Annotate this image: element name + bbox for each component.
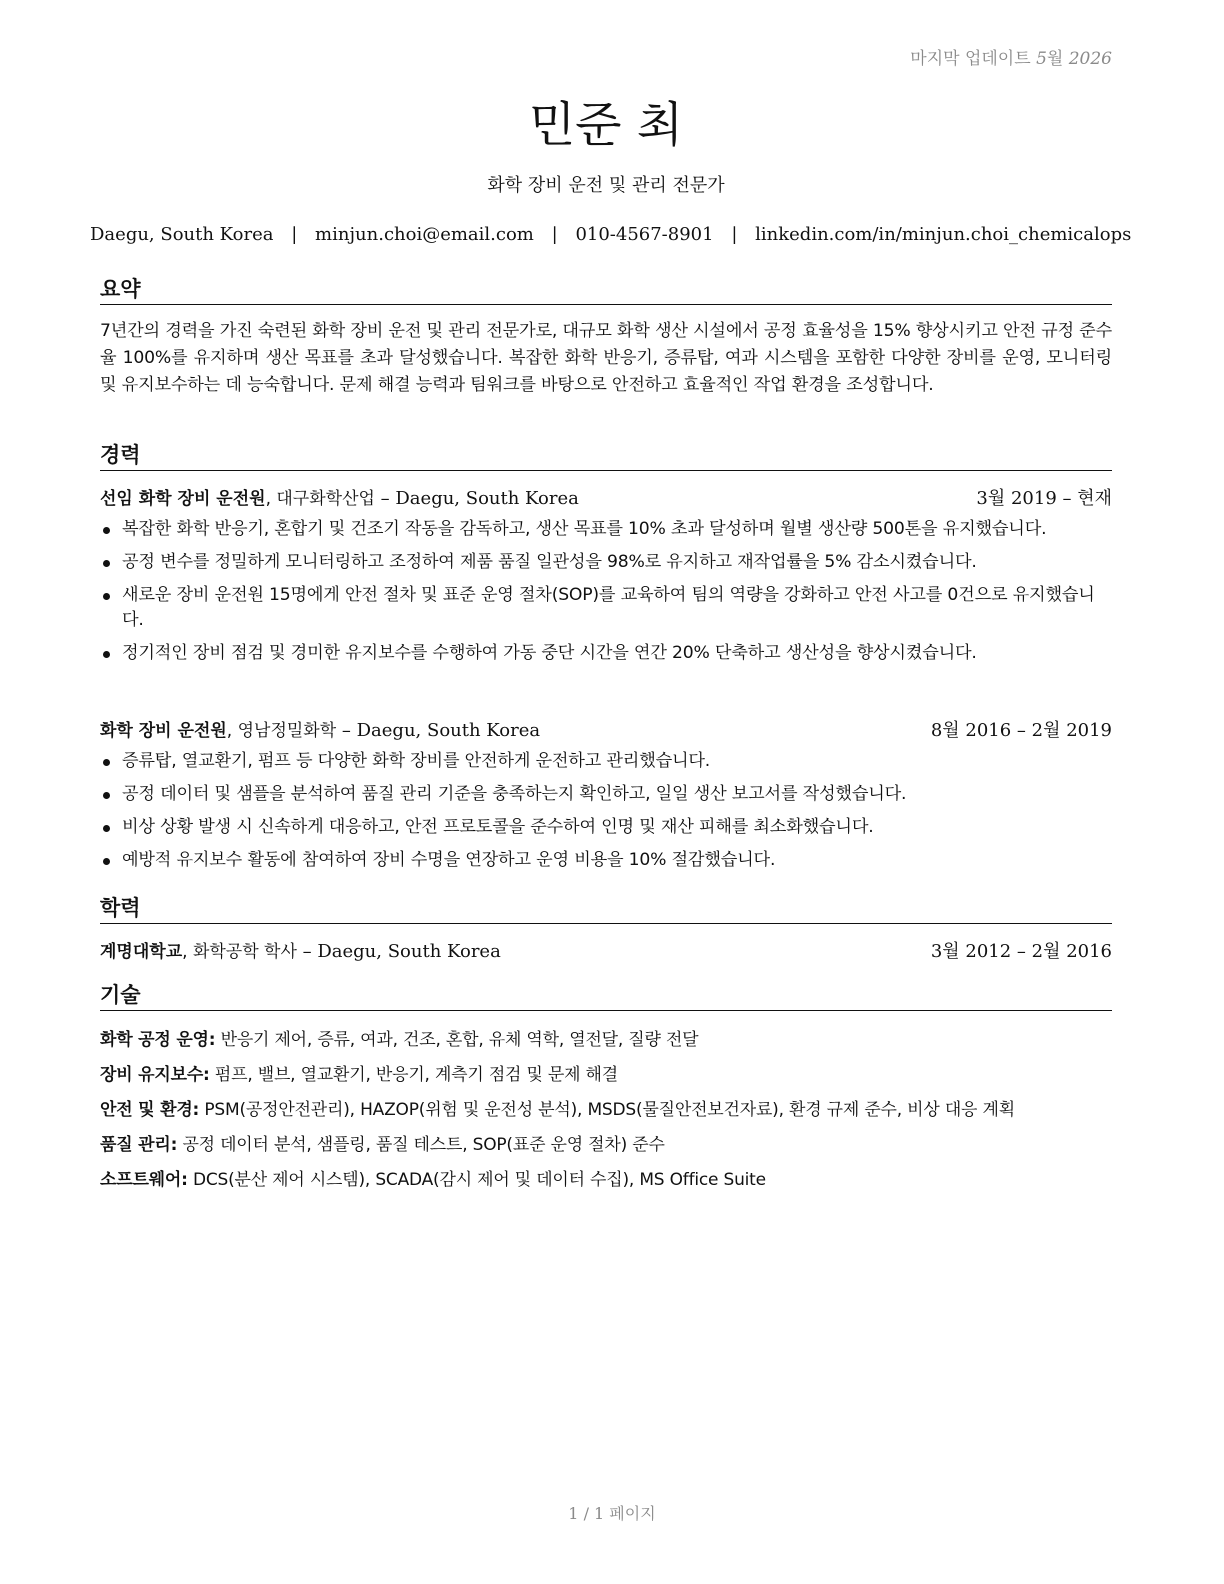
skill-row [100,1128,1112,1163]
section-title-experience: 경력 [100,442,1112,471]
skill-row [100,1058,1112,1093]
list-item: 공정 데이터 및 샘플을 분석하여 품질 관리 기준을 충족하는지 확인하고, 일일 생산 보고서를 작성했습니다. [100,782,1112,807]
skill-label: 화학 공정 운영: [100,1030,216,1050]
section-title-skills: 기술 [100,982,1112,1011]
education-school: 계명대학교 [100,942,183,962]
skill-label: 장비 유지보수: [100,1065,210,1085]
job-company: 영남정밀화학 [237,721,337,741]
job-subtitle: 화학 장비 운전 및 관리 전문가 [487,175,725,196]
page-footer: 1 / 1 페이지 [568,1504,656,1523]
skills-list [100,1023,1112,1198]
list-item: 비상 상황 발생 시 신속하게 대응하고, 안전 프로토콜을 준수하여 인명 및 재산 피해를 최소화했습니다. [100,815,1112,840]
job-title: 화학 장비 운전원 [100,721,227,741]
last-updated-year: 2026 [1068,49,1112,69]
contact-location: Daegu, South Korea [90,224,274,245]
job-date: 8월 2016 – 2월 2019 [930,720,1112,741]
skill-row [100,1093,1112,1128]
skill-row [100,1163,1112,1198]
job-header: 화학 장비 운전원, 영남정밀화학 – Daegu, South Korea 8월 2016 – 2월 2019 [100,718,1112,744]
skill-value: 공정 데이터 분석, 샘플링, 품질 테스트, SOP(표준 운영 절차) 준수 [182,1135,665,1155]
job-location: – Daegu, South Korea [380,488,579,509]
skill-value: PSM(공정안전관리), HAZOP(위험 및 운전성 분석), MSDS(물질안전보건자료), 환경 규제 준수, 비상 대응 계획 [204,1100,1015,1120]
contact-email[interactable]: minjun.choi@email.com [315,224,534,245]
last-updated-month-unit: 월 [1046,49,1064,69]
section-title-summary: 요약 [100,276,1112,305]
job-bullets [100,749,1112,881]
resume-page [90,0,1132,1584]
list-item: 복잡한 화학 반응기, 혼합기 및 건조기 작동을 감독하고, 생산 목표를 10% 초과 달성하며 월별 생산량 500톤을 유지했습니다. [100,517,1112,542]
skill-value: DCS(분산 제어 시스템), SCADA(감시 제어 및 데이터 수집), MS Office Suite [192,1170,766,1190]
skill-value: 반응기 제어, 증류, 여과, 건조, 혼합, 유체 역학, 열전달, 질량 전달 [220,1030,699,1050]
contact-line [90,224,1132,245]
job-bullets [100,517,1112,674]
last-updated-month: 5 [1036,49,1047,69]
skill-label: 품질 관리: [100,1135,178,1155]
contact-separator: | [731,224,738,245]
person-name: 민준 최 [528,97,684,153]
section-title-education: 학력 [100,895,1112,924]
last-updated [910,44,1112,69]
list-item: 증류탑, 열교환기, 펌프 등 다양한 화학 장비를 안전하게 운전하고 관리했습니다. [100,749,1112,774]
skill-label: 소프트웨어: [100,1170,188,1190]
list-item: 새로운 장비 운전원 15명에게 안전 절차 및 표준 운영 절차(SOP)를 교육하여 팀의 역량을 강화하고 안전 사고를 0건으로 유지했습니다. [100,583,1112,633]
last-updated-label: 마지막 업데이트 [910,49,1031,69]
contact-separator: | [291,224,298,245]
job-header: 선임 화학 장비 운전원, 대구화학산업 – Daegu, South Korea 3월 2019 – 현재 [100,486,1112,512]
job-date: 3월 2019 – 현재 [976,488,1112,509]
summary-text: 7년간의 경력을 가진 숙련된 화학 장비 운전 및 관리 전문가로, 대규모 화학 생산 시설에서 공정 효율성을 15% 향상시키고 안전 규정 준수율 100%를 유지하며 생산 목표를 초과 달성했습니다. 복잡한 화학 반응기, 증류탑, 여과 시스템을 포함한 다양한 장비를 운영, 모니터링 및 유지보수하는 데 능숙합니다. 문제 해결 능력과 팀워크를 바탕으로 안전하고 효율적인 작업 환경을 조성합니다. [100,321,1112,395]
contact-separator: | [551,224,558,245]
education-degree: 화학공학 학사 [192,942,297,962]
contact-phone[interactable]: 010-4567-8901 [575,224,714,245]
list-item: 예방적 유지보수 활동에 참여하여 장비 수명을 연장하고 운영 비용을 10% 절감했습니다. [100,848,1112,873]
job-company: 대구화학산업 [276,489,375,509]
education-date: 3월 2012 – 2월 2016 [930,941,1112,962]
skill-row [100,1023,1112,1058]
skill-label: 안전 및 환경: [100,1100,200,1120]
job-title: 선임 화학 장비 운전원 [100,489,266,509]
list-item: 정기적인 장비 점검 및 경미한 유지보수를 수행하여 가동 중단 시간을 연간 20% 단축하고 생산성을 향상시켰습니다. [100,641,1112,666]
education-location: – Daegu, South Korea [302,941,501,962]
list-item: 공정 변수를 정밀하게 모니터링하고 조정하여 제품 품질 일관성을 98%로 유지하고 재작업률을 5% 감소시켰습니다. [100,550,1112,575]
skill-value: 펌프, 밸브, 열교환기, 반응기, 계측기 점검 및 문제 해결 [214,1065,618,1085]
job-location: – Daegu, South Korea [341,720,541,741]
contact-linkedin[interactable]: linkedin.com/in/minjun.choi_chemicalops [755,224,1132,245]
education-entry: 계명대학교, 화학공학 학사 – Daegu, South Korea 3월 2012 – 2월 2016 [100,939,1112,965]
